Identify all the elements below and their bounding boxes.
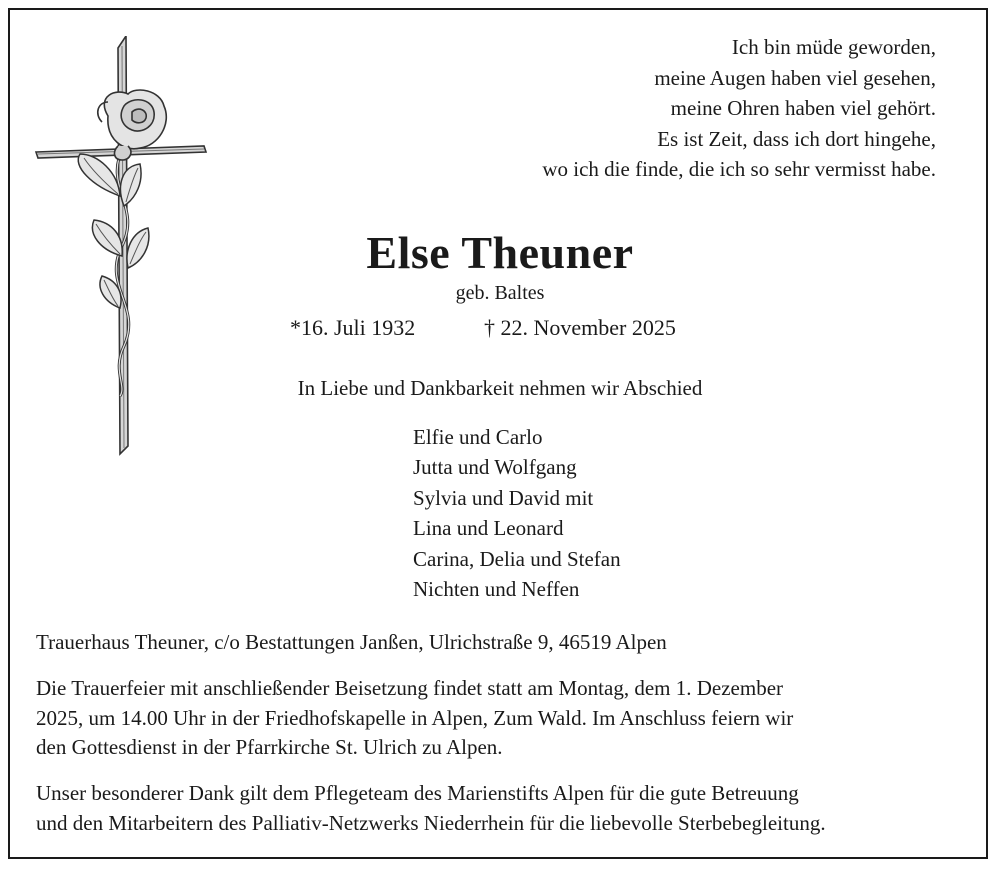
family-member: Nichten und Neffen (413, 577, 580, 602)
family-member: Carina, Delia und Stefan (413, 546, 621, 571)
mourning-address: Trauerhaus Theuner, c/o Bestattungen Janßen, Ulrichstraße 9, 46519 Alpen (36, 630, 667, 654)
poem-line: meine Augen haben viel gesehen, (654, 65, 936, 90)
death-date: † 22. November 2025 (484, 315, 676, 340)
poem (542, 32, 936, 185)
thanks-paragraph (36, 779, 826, 838)
poem-line: wo ich die finde, die ich so sehr vermisst habe. (542, 157, 936, 181)
poem-line: meine Ohren haben viel gehört. (670, 96, 936, 120)
service-line: den Gottesdienst in der Pfarrkirche St. Ulrich zu Alpen. (36, 735, 503, 759)
service-line: 2025, um 14.00 Uhr in der Friedhofskapelle in Alpen, Zum Wald. Im Anschluss feiern wir (36, 705, 794, 730)
family-member: Jutta und Wolfgang (413, 455, 577, 480)
service-line: Die Trauerfeier mit anschließender Beisetzung findet statt am Montag, dem 1. Dezember (36, 676, 784, 700)
family-member: Lina und Leonard (413, 516, 564, 541)
family-list (413, 422, 621, 604)
poem-line: Es ist Zeit, dass ich dort hingehe, (657, 126, 936, 151)
farewell-text: In Liebe und Dankbarkeit nehmen wir Abschied (297, 376, 703, 400)
family-member: Elfie und Carlo (413, 425, 543, 449)
family-member: Sylvia und David mit (413, 485, 594, 510)
service-paragraph (36, 674, 793, 763)
thanks-line: Unser besonderer Dank gilt dem Pflegeteam des Marienstifts Alpen für die gute Betreuung (36, 781, 799, 805)
thanks-line: und den Mitarbeitern des Palliativ-Netzwerks Niederrhein für die liebevolle Sterbebegleitung. (36, 810, 826, 835)
poem-line: Ich bin müde geworden, (731, 35, 936, 59)
deceased-name: Else Theuner (366, 227, 634, 278)
birth-name: geb. Baltes (455, 282, 545, 304)
birth-date: *16. Juli 1932 (290, 315, 416, 340)
